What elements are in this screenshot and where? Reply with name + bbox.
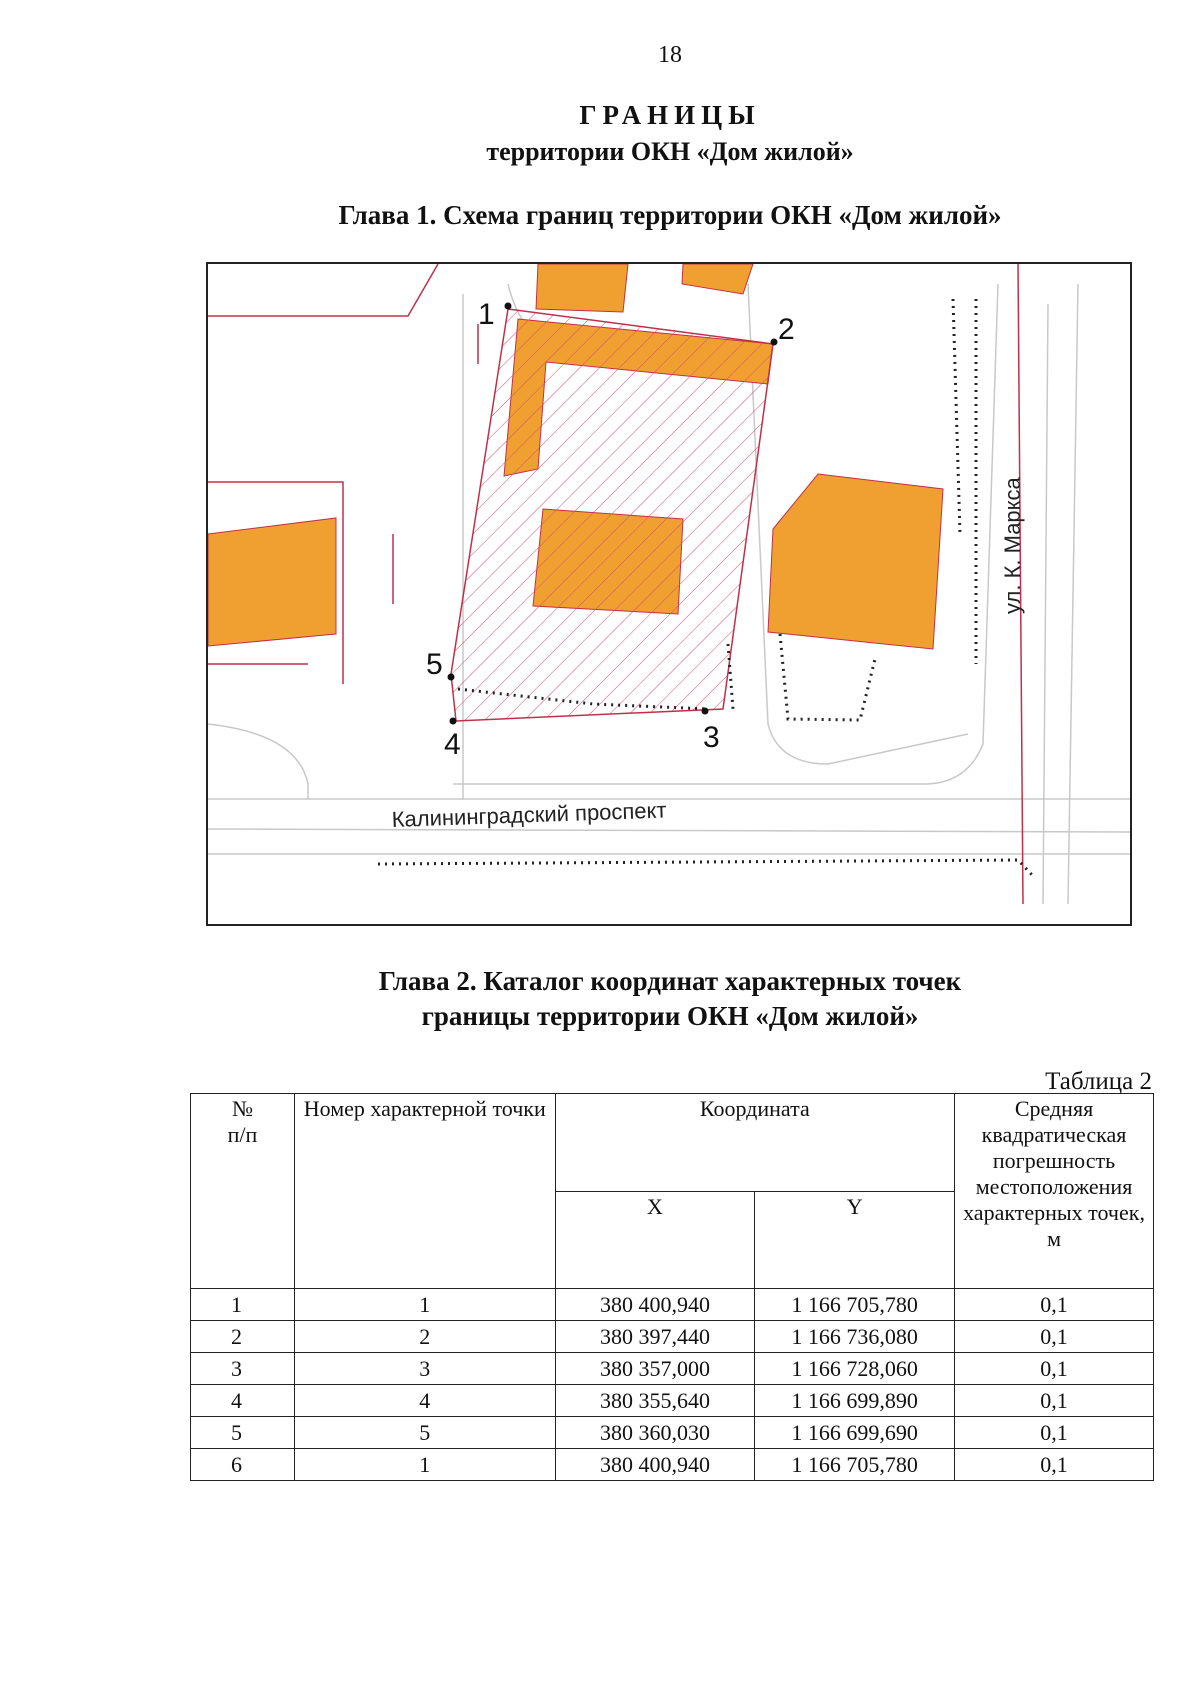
street-label-right: ул. К. Маркса — [1000, 477, 1025, 614]
table-row — [191, 1449, 1154, 1481]
header-y: Y — [755, 1191, 955, 1289]
cell-x: 380 397,440 — [555, 1321, 755, 1353]
street-label-bottom: Калининградский проспект — [391, 797, 667, 832]
page-number: 18 — [658, 42, 682, 68]
cell-point: 1 — [294, 1289, 555, 1321]
cell-index: 1 — [191, 1289, 295, 1321]
cell-point: 4 — [294, 1385, 555, 1417]
territory-polygon — [451, 309, 773, 721]
cell-error: 0,1 — [955, 1449, 1154, 1481]
cell-x: 380 360,030 — [555, 1417, 755, 1449]
cell-error: 0,1 — [955, 1289, 1154, 1321]
document-subtitle: территории ОКН «Дом жилой» — [486, 137, 854, 166]
cell-error: 0,1 — [955, 1353, 1154, 1385]
map-point-label-1: 1 — [478, 298, 495, 331]
cell-index: 4 — [191, 1385, 295, 1417]
coordinates-table — [190, 1093, 1154, 1481]
header-point: Номер характерной точки — [294, 1094, 555, 1289]
cell-x: 380 357,000 — [555, 1353, 755, 1385]
cell-x: 380 400,940 — [555, 1449, 755, 1481]
header-x: X — [555, 1191, 755, 1289]
cell-x: 380 355,640 — [555, 1385, 755, 1417]
cell-point: 3 — [294, 1353, 555, 1385]
cell-y: 1 166 699,690 — [755, 1417, 955, 1449]
cell-y: 1 166 705,780 — [755, 1449, 955, 1481]
cell-index: 3 — [191, 1353, 295, 1385]
document-title: ГРАНИЦЫ — [579, 100, 761, 130]
cell-index: 2 — [191, 1321, 295, 1353]
table-row — [191, 1385, 1154, 1417]
cell-y: 1 166 736,080 — [755, 1321, 955, 1353]
cell-index: 6 — [191, 1449, 295, 1481]
map-point-label-3: 3 — [703, 721, 720, 754]
table-header-row — [191, 1094, 1154, 1192]
cell-error: 0,1 — [955, 1417, 1154, 1449]
table-row — [191, 1289, 1154, 1321]
map-point-label-5: 5 — [426, 648, 443, 681]
table-row — [191, 1417, 1154, 1449]
cell-y: 1 166 728,060 — [755, 1353, 955, 1385]
header-index: № п/п — [191, 1094, 295, 1289]
cell-y: 1 166 699,890 — [755, 1385, 955, 1417]
chapter2-heading-line1: Глава 2. Каталог координат характерных точек — [378, 966, 962, 996]
cell-error: 0,1 — [955, 1321, 1154, 1353]
boundary-map — [206, 262, 1132, 926]
table-row — [191, 1321, 1154, 1353]
header-coordinate: Координата — [555, 1094, 954, 1192]
cell-y: 1 166 705,780 — [755, 1289, 955, 1321]
table-caption: Таблица 2 — [1045, 1068, 1152, 1095]
map-point-label-2: 2 — [778, 313, 795, 346]
map-point-label-4: 4 — [444, 728, 461, 761]
chapter1-heading: Глава 1. Схема границ территории ОКН «Дом жилой» — [338, 200, 1002, 230]
cell-point: 1 — [294, 1449, 555, 1481]
header-error: Средняя квадратическая погрешность местоположения характерных точек, м — [955, 1094, 1154, 1289]
cell-point: 5 — [294, 1417, 555, 1449]
cell-error: 0,1 — [955, 1385, 1154, 1417]
cell-index: 5 — [191, 1417, 295, 1449]
cell-point: 2 — [294, 1321, 555, 1353]
cell-x: 380 400,940 — [555, 1289, 755, 1321]
table-row — [191, 1353, 1154, 1385]
chapter2-heading-line2: границы территории ОКН «Дом жилой» — [421, 1001, 919, 1031]
